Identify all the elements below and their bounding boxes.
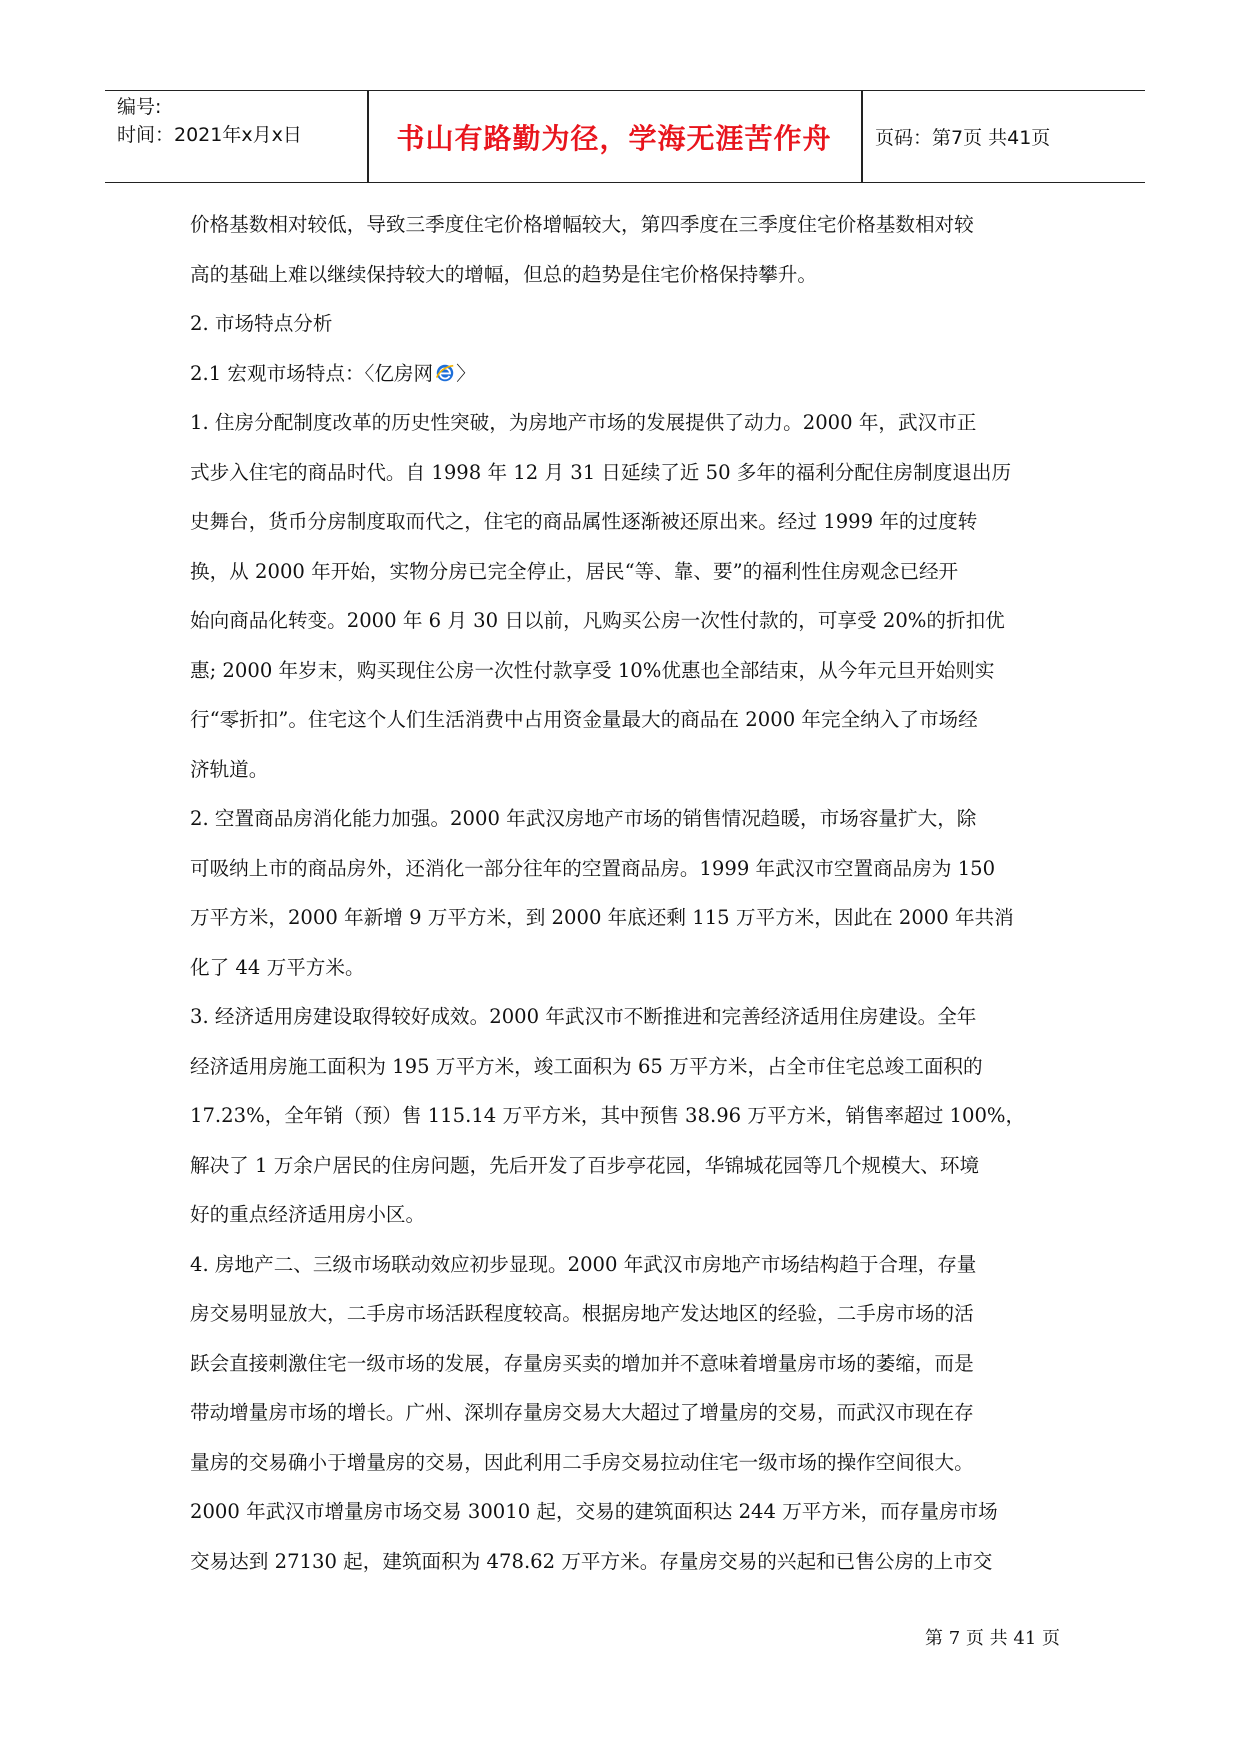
document-number-label: 编号:: [117, 96, 162, 118]
body-line: 带动增量房市场的增长。广州、深圳存量房交易大大超过了增量房的交易，而武汉市现在存: [190, 1401, 974, 1424]
subsection-heading-text: 2.1 宏观市场特点：〈亿房网: [190, 361, 434, 385]
subsection-heading: [190, 349, 1060, 399]
body-line: 高的基础上难以继续保持较大的增幅，但总的趋势是住宅价格保持攀升。: [190, 262, 817, 286]
body-line: 化了 44 万平方米。: [190, 955, 365, 979]
body-line: 惠; 2000 年岁末，购买现住公房一次性付款享受 10%优惠也全部结束，从今年元旦开始则实: [190, 658, 995, 682]
body-line: 量房的交易确小于增量房的交易，因此利用二手房交易拉动住宅一级市场的操作空间很大。: [190, 1450, 974, 1474]
body-line: 房交易明显放大，二手房市场活跃程度较高。根据房地产发达地区的经验，二手房市场的活: [190, 1302, 974, 1325]
document-time-label: 时间：2021年x月x日: [117, 124, 302, 146]
body-line: 济轨道。: [190, 757, 269, 781]
subsection-heading-close: 〉: [456, 361, 476, 385]
body-line: 价格基数相对较低，导致三季度住宅价格增幅较大，第四季度在三季度住宅价格基数相对较: [190, 213, 974, 236]
header-divider-right: [861, 91, 863, 182]
document-body: [190, 200, 1060, 1586]
body-line: 跃会直接刺激住宅一级市场的发展，存量房买卖的增加并不意味着增量房市场的萎缩，而是: [190, 1351, 974, 1375]
body-line: 2000 年武汉市增量房市场交易 30010 起，交易的建筑面积达 244 万平方米，而存量房市场: [190, 1500, 998, 1523]
body-line: 2. 空置商品房消化能力加强。2000 年武汉房地产市场的销售情况趋暖，市场容量扩大，除: [190, 807, 977, 830]
body-line: 始向商品化转变。2000 年 6 月 30 日以前，凡购买公房一次性付款的，可享受 20%的折扣优: [190, 609, 1005, 632]
page-footer: 第 7 页 共 41 页: [925, 1628, 1060, 1649]
body-line: 换，从 2000 年开始，实物分房已完全停止，居民“等、靠、要”的福利性住房观念已经开: [190, 559, 959, 583]
header-motto: 书山有路勤为径，学海无涯苦作舟: [396, 121, 832, 155]
body-line: 解决了 1 万余户居民的住房问题，先后开发了百步亭花园，华锦城花园等几个规模大、环境: [190, 1153, 980, 1177]
section-heading: 2. 市场特点分析: [190, 312, 333, 335]
body-line: 行“零折扣”。住宅这个人们生活消费中占用资金量最大的商品在 2000 年完全纳入了市场经: [190, 708, 978, 731]
body-line: 万平方米，2000 年新增 9 万平方米，到 2000 年底还剩 115 万平方米，因此在 2000 年共消: [190, 906, 1014, 929]
body-line: 好的重点经济适用房小区。: [190, 1203, 426, 1226]
body-line: 交易达到 27130 起，建筑面积为 478.62 万平方米。存量房交易的兴起和已售公房的上市交: [190, 1549, 993, 1573]
body-line: 史舞台，货币分房制度取而代之，住宅的商品属性逐渐被还原出来。经过 1999 年的过度转: [190, 510, 978, 533]
header-meta: [117, 93, 302, 149]
body-line: 经济适用房施工面积为 195 万平方米，竣工面积为 65 万平方米，占全市住宅总竣工面积的: [190, 1054, 983, 1078]
body-line: 1. 住房分配制度改革的历史性突破，为房地产市场的发展提供了动力。2000 年，武汉市正: [190, 411, 977, 434]
internet-explorer-icon: [434, 362, 456, 384]
document-header: [105, 90, 1145, 183]
body-line: 17.23%，全年销（预）售 115.14 万平方米，其中预售 38.96 万平方米，销售率超过 100%，: [190, 1104, 1026, 1127]
body-line: 可吸纳上市的商品房外，还消化一部分往年的空置商品房。1999 年武汉市空置商品房为 150: [190, 856, 996, 880]
body-line: 3. 经济适用房建设取得较好成效。2000 年武汉市不断推进和完善经济适用住房建设。全年: [190, 1005, 977, 1028]
body-line: 式步入住宅的商品时代。自 1998 年 12 月 31 日延续了近 50 多年的福利分配住房制度退出历: [190, 460, 1012, 484]
body-line: 4. 房地产二、三级市场联动效应初步显现。2000 年武汉市房地产市场结构趋于合理，存量: [190, 1252, 977, 1276]
header-page-label: 页码：第7页 共41页: [875, 127, 1051, 149]
